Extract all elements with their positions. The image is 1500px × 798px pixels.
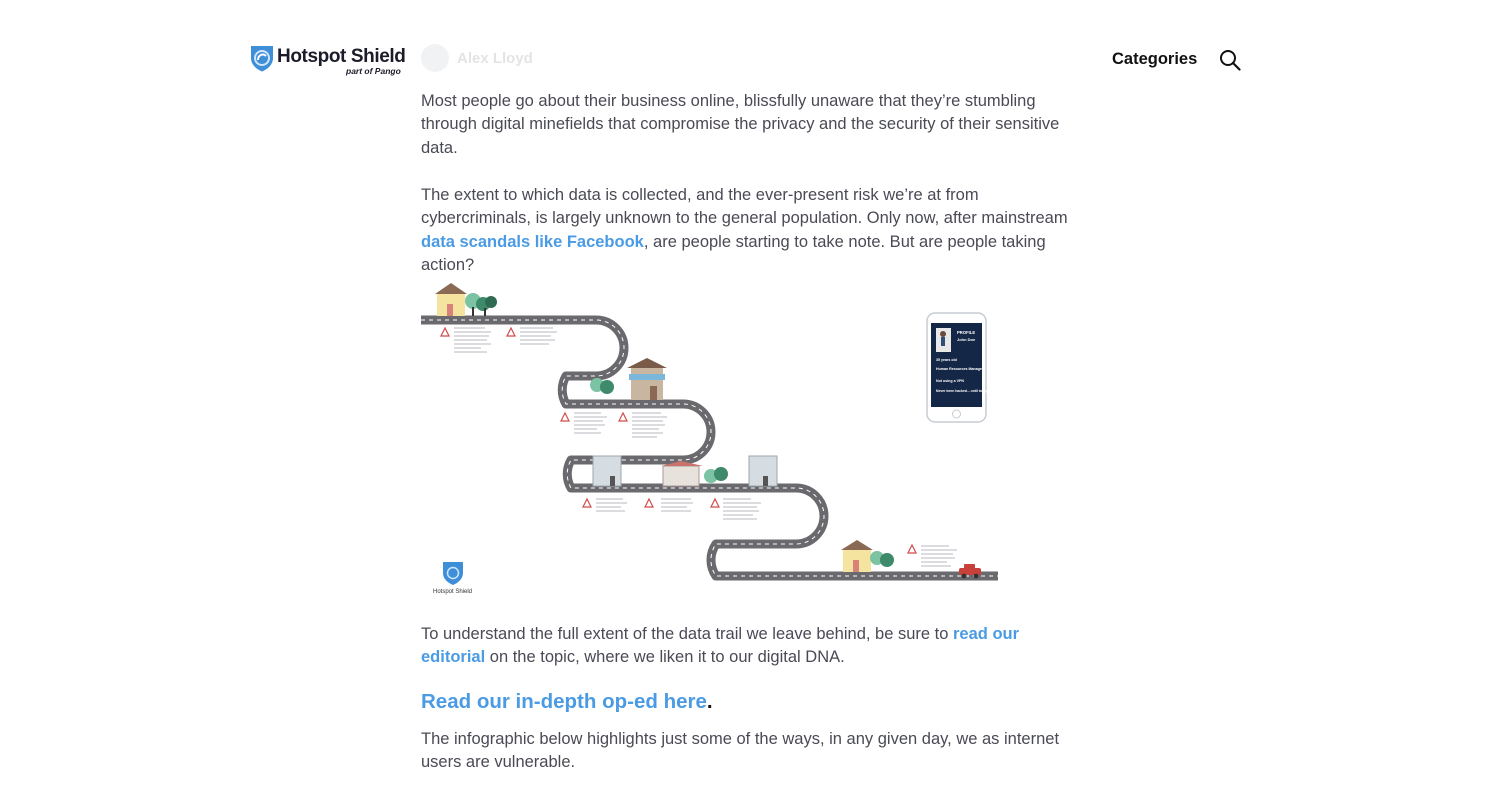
paragraph-editorial — [421, 623, 1086, 670]
editorial-link[interactable]: read our editorial — [421, 625, 1020, 667]
warning-icon — [441, 328, 449, 336]
winding-road — [421, 320, 998, 576]
shield-logo-icon — [250, 44, 274, 72]
site-header — [0, 0, 1500, 90]
paragraph-text: on the topic, where we liken it to our digital DNA. — [485, 648, 845, 667]
warning-icon — [908, 545, 916, 553]
warning-icons — [441, 328, 916, 553]
warning-icon — [507, 328, 515, 336]
author-name: Alex Lloyd — [457, 50, 533, 67]
op-ed-link[interactable]: Read our in-depth op-ed here — [421, 690, 707, 713]
phone-profile-title: PROFILE — [957, 330, 976, 335]
hotspot-shield-logo[interactable] — [250, 44, 406, 78]
logo-wordmark: Hotspot Shield — [277, 46, 406, 67]
paragraph-text: To understand the full extent of the data trail we leave behind, be sure to — [421, 625, 954, 643]
categories-menu-button[interactable]: Categories — [1112, 50, 1198, 68]
warning-icon — [645, 499, 653, 507]
warning-icon — [583, 499, 591, 507]
phone-profile-name: John Doe — [957, 337, 976, 342]
logo-subtitle: part of Pango — [346, 66, 401, 76]
warning-icon — [711, 499, 719, 507]
search-icon[interactable] — [1219, 49, 1241, 71]
paragraph-intro: Most people go about their business online, blissfully unaware that they’re stumbling through digital minefields that compromise the privacy and the security of their sensitive data. — [421, 92, 1060, 157]
phone-profile-age: 35 years old — [936, 358, 957, 362]
warning-icon — [619, 413, 627, 421]
paragraph-text: The extent to which data is collected, and the ever-present risk we’re at from cybercriminals, is largely unknown to the general population. Only now, after mainstream — [421, 186, 1068, 228]
home-house-illustration — [435, 283, 497, 316]
phone-profile-vpn: Not using a VPN — [936, 379, 964, 383]
destination-house-illustration — [841, 540, 894, 572]
infographic-brand-mark — [433, 562, 472, 595]
phone-profile-job: Human Resources Manager — [936, 367, 984, 371]
warning-icon — [561, 413, 569, 421]
facebook-scandal-link[interactable]: data scandals like Facebook — [421, 232, 644, 251]
paragraph-text: , are people starting to take note. But are people taking action? — [421, 232, 1046, 275]
paragraph-data-collection — [421, 184, 1086, 278]
paragraph-infographic-intro: The infographic below highlights just some of the ways, in any given day, we as internet users are vulnerable. — [421, 730, 1060, 772]
heading-period: . — [706, 690, 713, 713]
avatar — [421, 44, 449, 72]
shield-logo-icon — [443, 562, 463, 585]
phone-profile-hacked: Never been hacked... until today — [936, 389, 988, 393]
phone-profile-illustration — [927, 313, 988, 422]
infographic-brand-name: Hotspot Shield — [433, 589, 473, 595]
op-ed-heading — [421, 690, 713, 714]
data-trail-infographic — [421, 280, 1001, 600]
